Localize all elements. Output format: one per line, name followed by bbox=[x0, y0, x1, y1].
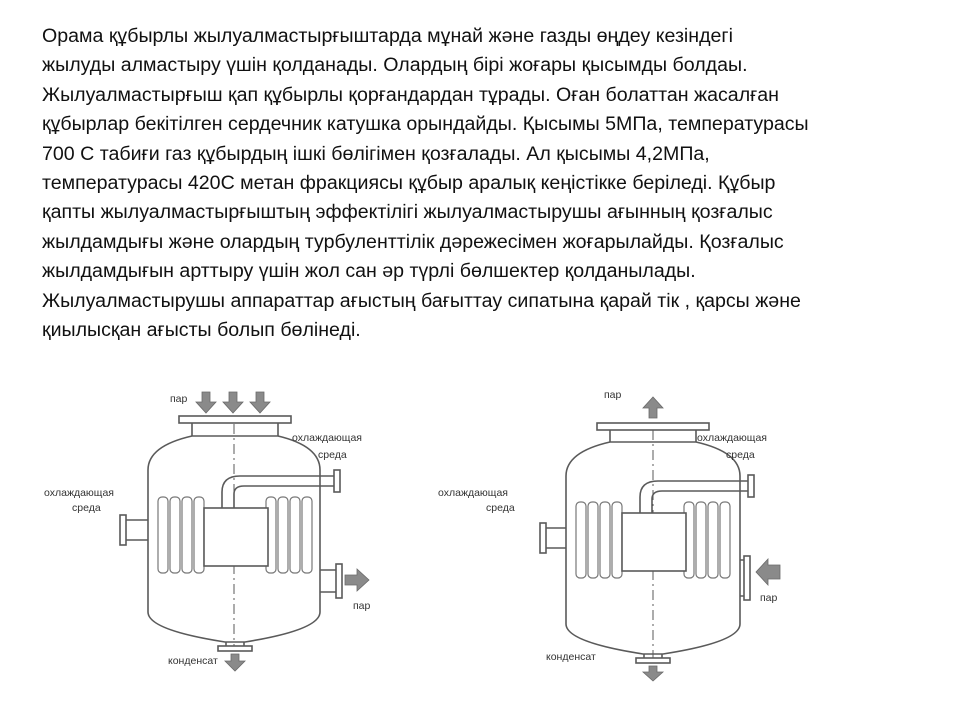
label-coolant-right: охлаждающая bbox=[292, 432, 362, 444]
right-upper-nozzle bbox=[334, 470, 340, 492]
label-coolant-left: среда bbox=[486, 502, 515, 514]
label-coolant-left: охлаждающая bbox=[438, 487, 508, 499]
paragraph-line: жылдамдығы және олардың турбуленттілік дәрежесімен жоғарылайды. Қозғалыс bbox=[42, 230, 784, 253]
steam-in-arrow bbox=[223, 392, 243, 413]
label-condensate: конденсат bbox=[546, 651, 596, 663]
top-flange bbox=[179, 416, 291, 423]
left-nozzle-flange bbox=[120, 515, 126, 545]
label-steam-out: пар bbox=[353, 600, 371, 612]
label-condensate: конденсат bbox=[168, 655, 218, 667]
condensate-arrow bbox=[643, 666, 663, 681]
steam-in-arrow bbox=[250, 392, 270, 413]
right-lower-nozzle-pipe bbox=[320, 570, 336, 592]
vessel-neck bbox=[192, 423, 278, 436]
condensate-arrow bbox=[225, 654, 245, 671]
paragraph-line: қиылысқан ағысты болып бөлінеді. bbox=[42, 319, 361, 342]
label-coolant-left: охлаждающая bbox=[44, 487, 114, 499]
steam-in-arrow bbox=[756, 559, 780, 585]
paragraph-line: Орама құбырлы жылуалмастырғыштарда мұнай және газды өңдеу кезіндегі bbox=[42, 25, 733, 47]
paragraph-line: жылдамдығын арттыру үшін жол сан әр түрлі бөлшектер қолданылады. bbox=[42, 260, 696, 283]
paragraph-line: құбырлар бекітілген сердечник катушка орындайды. Қысымы 5МПа, температурасы bbox=[42, 113, 809, 136]
label-coolant-right: среда bbox=[318, 449, 347, 461]
label-coolant-right: охлаждающая bbox=[697, 432, 767, 444]
label-steam-in: пар bbox=[760, 592, 778, 604]
paragraph-line: температурасы 420С метан фракциясы құбыр аралық кеңістікке беріледі. Құбыр bbox=[42, 172, 776, 195]
steam-out-arrow bbox=[643, 397, 663, 418]
left-nozzle-flange bbox=[540, 523, 546, 553]
right-upper-nozzle bbox=[748, 475, 754, 497]
right-lower-nozzle-flange bbox=[744, 556, 750, 600]
steam-in-arrow bbox=[196, 392, 216, 413]
label-coolant-left: среда bbox=[72, 502, 101, 514]
heat-exchanger-left bbox=[120, 416, 342, 651]
right-lower-nozzle-flange bbox=[336, 564, 342, 598]
steam-out-arrow bbox=[345, 569, 369, 591]
heat-exchanger-right bbox=[540, 423, 754, 663]
core-box bbox=[622, 513, 686, 571]
left-nozzle-pipe bbox=[546, 528, 566, 548]
label-steam-out: пар bbox=[604, 389, 622, 401]
top-flange bbox=[597, 423, 709, 430]
bottom-nozzle-flange bbox=[218, 646, 252, 651]
core-box bbox=[204, 508, 268, 566]
bottom-nozzle-flange bbox=[636, 658, 670, 663]
paragraph-line: Жылуалмастырғыш қап құбырлы қорғандардан тұрады. Оған болаттан жасалған bbox=[42, 83, 780, 106]
label-coolant-right: среда bbox=[726, 449, 755, 461]
paragraph-line: 700 С табиғи газ құбырдың ішкі бөлігімен қозғалады. Ал қысымы 4,2МПа, bbox=[42, 142, 710, 165]
label-steam-in: пар bbox=[170, 393, 188, 405]
paragraph-line: қапты жылуалмастырғыштың эффектілігі жылуалмастырушы ағынның қозғалыс bbox=[42, 201, 773, 224]
paragraph-line: Жылуалмастырушы аппараттар ағыстың бағыттау сипатына қарай тік , қарсы және bbox=[42, 289, 801, 312]
left-nozzle-pipe bbox=[126, 520, 148, 540]
paragraph-line: жылуды алмастыру үшін қолданады. Олардың бірі жоғары қысымды болдаы. bbox=[42, 54, 748, 77]
